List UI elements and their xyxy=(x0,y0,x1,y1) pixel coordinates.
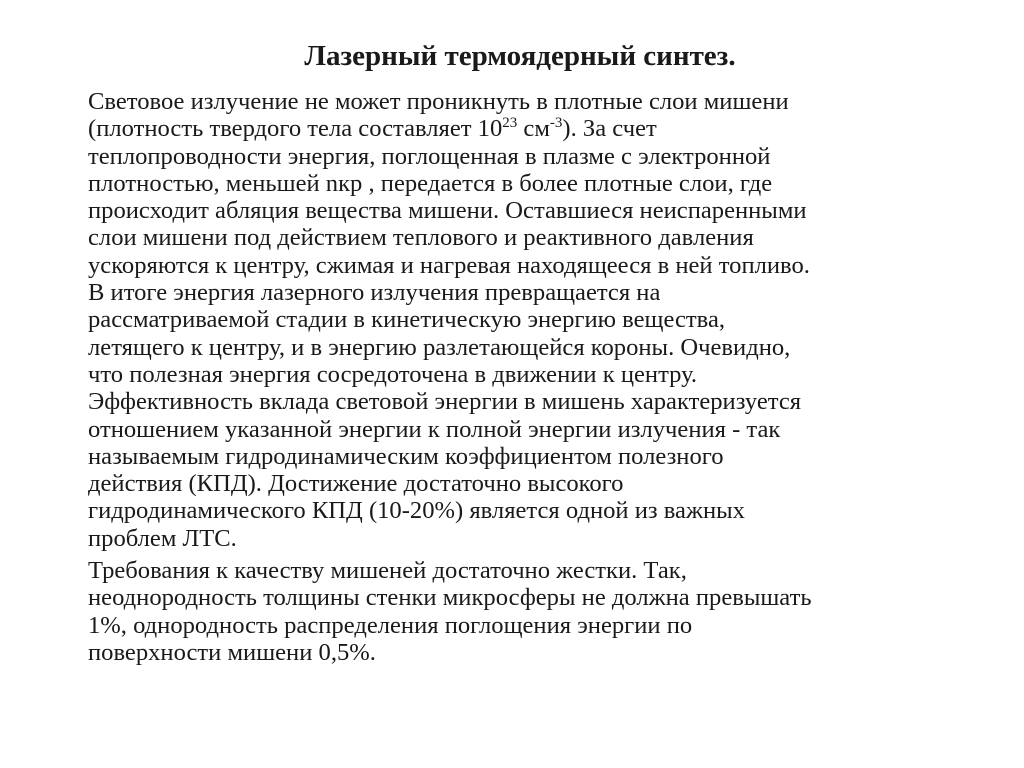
text-line: В итоге энергия лазерного излучения превращается на xyxy=(88,279,661,307)
text-line: отношением указанной энергии к полной энергии излучения - так xyxy=(88,415,781,443)
text-segment: (плотность твердого тела составляет 10 xyxy=(88,115,503,143)
text-line: летящего к центру, и в энергию разлетающейся короны. Очевидно, xyxy=(88,333,791,361)
text-line: происходит абляция вещества мишени. Оставшиеся неиспаренными xyxy=(88,197,807,225)
text-segment: ). За счет xyxy=(562,115,657,143)
text-line: плотностью, меньшей nкр , передается в более плотные слои, где xyxy=(88,169,773,197)
text-line: что полезная энергия сосредоточена в движении к центру. xyxy=(88,360,698,388)
paragraph-laser-absorption xyxy=(88,88,948,552)
text-line: Эффективность вклада световой энергии в мишень характеризуется xyxy=(88,388,802,416)
text-line: ускоряются к центру, сжимая и нагревая находящееся в ней топливо. xyxy=(88,251,810,279)
text-line: называемым гидродинамическим коэффициентом полезного xyxy=(88,442,724,470)
text-line: Световое излучение не может проникнуть в плотные слои мишени xyxy=(88,88,789,115)
text-line: действия (КПД). Достижение достаточно высокого xyxy=(88,470,624,498)
text-line: неоднородность толщины стенки микросферы не должна превышать xyxy=(88,584,812,612)
text-line: поверхности мишени 0,5%. xyxy=(88,638,376,666)
paragraph-target-requirements xyxy=(88,557,948,666)
text-line: Требования к качеству мишеней достаточно жестки. Так, xyxy=(88,557,687,585)
slide-title: Лазерный термоядерный синтез. xyxy=(304,40,736,72)
superscript-exponent: -3 xyxy=(549,115,563,132)
text-line-density xyxy=(88,115,948,142)
text-line: рассматриваемой стадии в кинетическую энергию вещества, xyxy=(88,306,726,334)
superscript-exponent: 23 xyxy=(502,115,518,132)
text-segment: см xyxy=(517,115,550,143)
text-line: проблем ЛТС. xyxy=(88,524,237,552)
text-line: гидродинамического КПД (10-20%) является одной из важных xyxy=(88,497,745,525)
text-line: 1%, однородность распределения поглощения энергии по xyxy=(88,611,693,639)
text-line: слои мишени под действием теплового и реактивного давления xyxy=(88,224,754,252)
text-line: теплопроводности энергия, поглощенная в плазме с электронной xyxy=(88,142,771,170)
slide-body xyxy=(88,88,948,666)
